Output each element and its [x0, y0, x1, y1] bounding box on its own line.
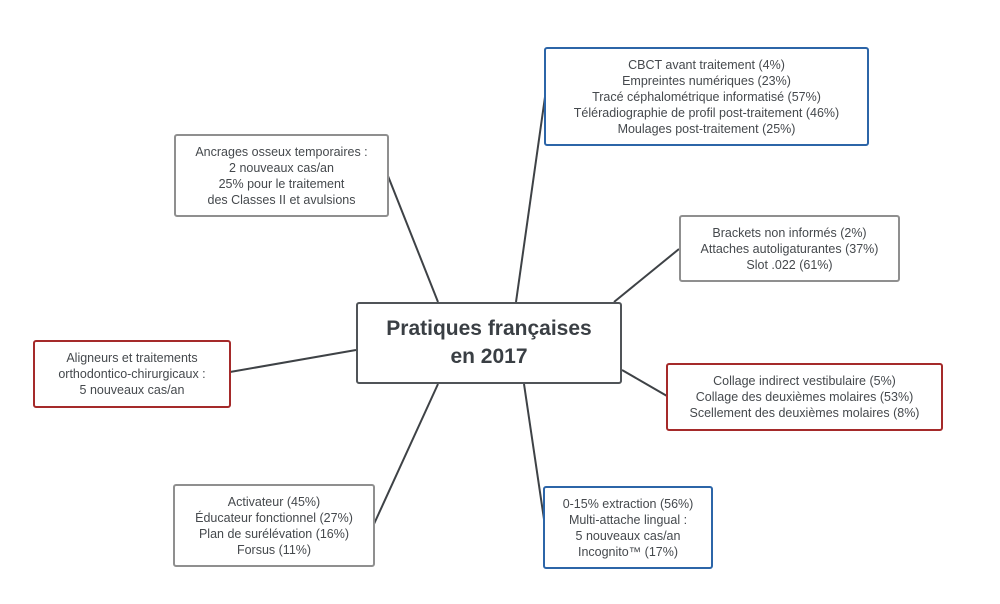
node-bonding-line: Collage des deuxièmes molaires (53%) [695, 390, 914, 404]
node-functional[interactable] [173, 484, 375, 567]
node-imaging-line: Empreintes numériques (23%) [622, 73, 791, 88]
node-imaging-line: Téléradiographie de profil post-traitement (46%) [573, 105, 840, 120]
node-functional-line: Éducateur fonctionnel (27%) [195, 510, 353, 525]
node-imaging[interactable] [544, 47, 869, 146]
node-functional-line: Forsus (11%) [236, 542, 312, 557]
node-functional-line: Activateur (45%) [227, 494, 321, 509]
connector-functional [374, 384, 438, 524]
node-aligners-line: Aligneurs et traitements [66, 351, 198, 365]
node-anchorage-line: 2 nouveaux cas/an [229, 160, 334, 175]
connector-brackets [614, 249, 679, 302]
node-bonding[interactable] [666, 363, 943, 431]
node-functional-line: Plan de surélévation (16%) [198, 526, 350, 541]
node-imaging-line: Moulages post-traitement (25%) [617, 121, 796, 136]
node-extraction[interactable] [543, 486, 713, 569]
central-topic-line-1: Pratiques françaises [386, 317, 592, 340]
node-brackets-line: Attaches autoligaturantes (37%) [700, 241, 879, 256]
node-brackets[interactable] [679, 215, 900, 282]
node-extraction-line: 0-15% extraction (56%) [562, 496, 694, 511]
node-extraction-line: Incognito™ (17%) [577, 544, 679, 559]
node-bonding-line: Scellement des deuxièmes molaires (8%) [689, 406, 920, 420]
central-topic[interactable] [356, 302, 622, 384]
connector-anchorage [388, 176, 438, 302]
node-anchorage-line: des Classes II et avulsions [207, 192, 356, 207]
node-anchorage-line: Ancrages osseux temporaires : [195, 144, 368, 159]
node-anchorage-line: 25% pour le traitement [218, 176, 345, 191]
connector-bonding [622, 370, 667, 396]
connector-extraction [524, 384, 545, 526]
node-anchorage[interactable] [174, 134, 389, 217]
node-brackets-line: Brackets non informés (2%) [712, 225, 867, 240]
node-bonding-line: Collage indirect vestibulaire (5%) [713, 374, 896, 388]
node-aligners[interactable] [33, 340, 231, 408]
node-extraction-line: 5 nouveaux cas/an [575, 528, 681, 543]
node-aligners-line: 5 nouveaux cas/an [79, 383, 185, 397]
connector-aligners [230, 350, 356, 372]
node-extraction-line: Multi-attache lingual : [568, 512, 688, 527]
node-aligners-line: orthodontico-chirurgicaux : [58, 367, 206, 381]
node-imaging-line: CBCT avant traitement (4%) [628, 57, 785, 72]
connector-imaging [516, 97, 545, 302]
node-brackets-line: Slot .022 (61%) [746, 257, 833, 272]
central-topic-line-2: en 2017 [450, 345, 528, 368]
node-imaging-line: Tracé céphalométrique informatisé (57%) [592, 89, 821, 104]
